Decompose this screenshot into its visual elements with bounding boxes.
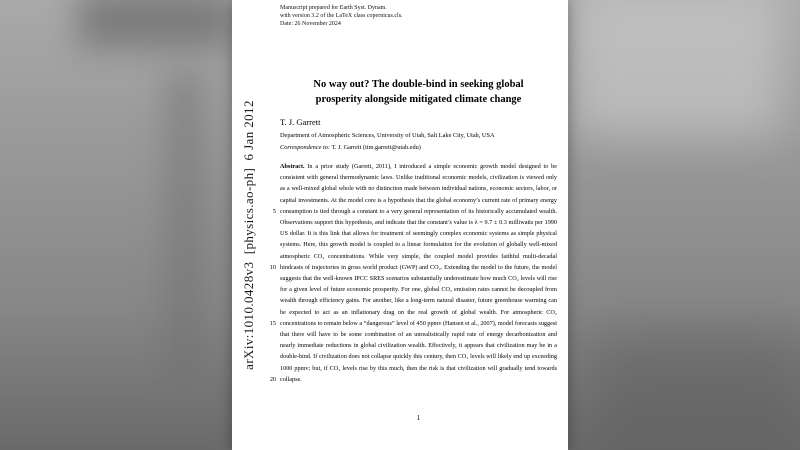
background-blur-smudge <box>78 0 233 48</box>
background-blur-smudge <box>572 0 782 136</box>
background-blur-smudge <box>590 330 800 450</box>
line-number: 20 <box>269 376 276 383</box>
abstract-paragraph <box>280 161 557 385</box>
line-number: 10 <box>269 264 276 271</box>
line-number: 5 <box>272 208 276 215</box>
page-number: 1 <box>416 414 421 422</box>
line-number: 15 <box>269 320 276 327</box>
page-content <box>269 4 557 385</box>
author-name: T. J. Garrett <box>280 117 321 127</box>
manuscript-note-line: Date: 26 November 2024 <box>280 21 341 27</box>
background-blur-smudge <box>166 70 204 380</box>
arxiv-identifier-stamp: arXiv:1010.0428v3 [physics.ao-ph] 6 Jan 2012 <box>241 100 256 370</box>
manuscript-note-line: Manuscript prepared for Earth Syst. Dynam. <box>280 5 387 11</box>
correspondence-line <box>280 144 557 151</box>
manuscript-note-line: with version 3.2 of the LaTeX class copernicus.cls. <box>280 13 403 19</box>
abstract-section <box>269 161 557 385</box>
document-page <box>232 0 568 450</box>
author-affiliation: Department of Atmospheric Sciences, University of Utah, Salt Lake City, Utah, USA <box>280 132 495 139</box>
correspondence-contact: T. J. Garrett (tim.garrett@utah.edu) <box>331 144 421 151</box>
abstract-text: In a prior study (Garrett, 2011), I introduced a simple economic growth model designed to be consistent with general thermodynamic laws. Unlike traditional economic models, civilization is viewed only as a well-mixed global whole with no distinction made between individual nations, economic sectors, labor, or capital investments. At the model core is a hypothesis that the global economy’s current rate of primary energy consumption is tied through a constant to a very general representation of its historically accumulated wealth. Observations support this hypothesis, and indicate that the constant’s value is λ = 9.7 ± 0.3 milliwatts per 1990 US dollar. It is this link that allows for treatment of seemingly complex economic systems as simple physical systems. Here, this growth model is coupled to a linear formulation for the evolution of globally well-mixed atmospheric CO₂ concentrations. While very simple, the coupled model provides faithful multi-decadal hindcasts of trajectories in gross world product (GWP) and CO₂. Extending the model to the future, the model suggests that the well-known IPCC SRES scenarios substantially underestimate how much CO₂ levels will rise for a given level of future economic prosperity. For one, global CO₂ emission rates cannot be decoupled from wealth through efficiency gains. For another, like a long-term natural disaster, future greenhouse warming can be expected to act as an inflationary drag on the real growth of global wealth. For atmospheric CO₂ concentrations to remain below a “dangerous” level of 450 ppmv (Hansen et al., 2007), model forecasts suggest that there will have to be some combination of an unrealistically rapid rate of energy decarbonization and nearly immediate reductions in global civilization wealth. Effectively, it appears that civilization may be in a double-bind. If civilization does not collapse quickly this century, then CO₂ levels will likely end up exceeding 1000 ppmv; but, if CO₂ levels rise by this much, then the risk is that civilization will gradually tend towards collapse. <box>280 163 557 383</box>
manuscript-preparation-note <box>280 4 557 28</box>
abstract-label: Abstract. <box>280 163 305 170</box>
correspondence-label: Correspondence to: <box>280 144 330 151</box>
paper-title: No way out? The double-bind in seeking global prosperity alongside mitigated climate change <box>313 79 524 105</box>
